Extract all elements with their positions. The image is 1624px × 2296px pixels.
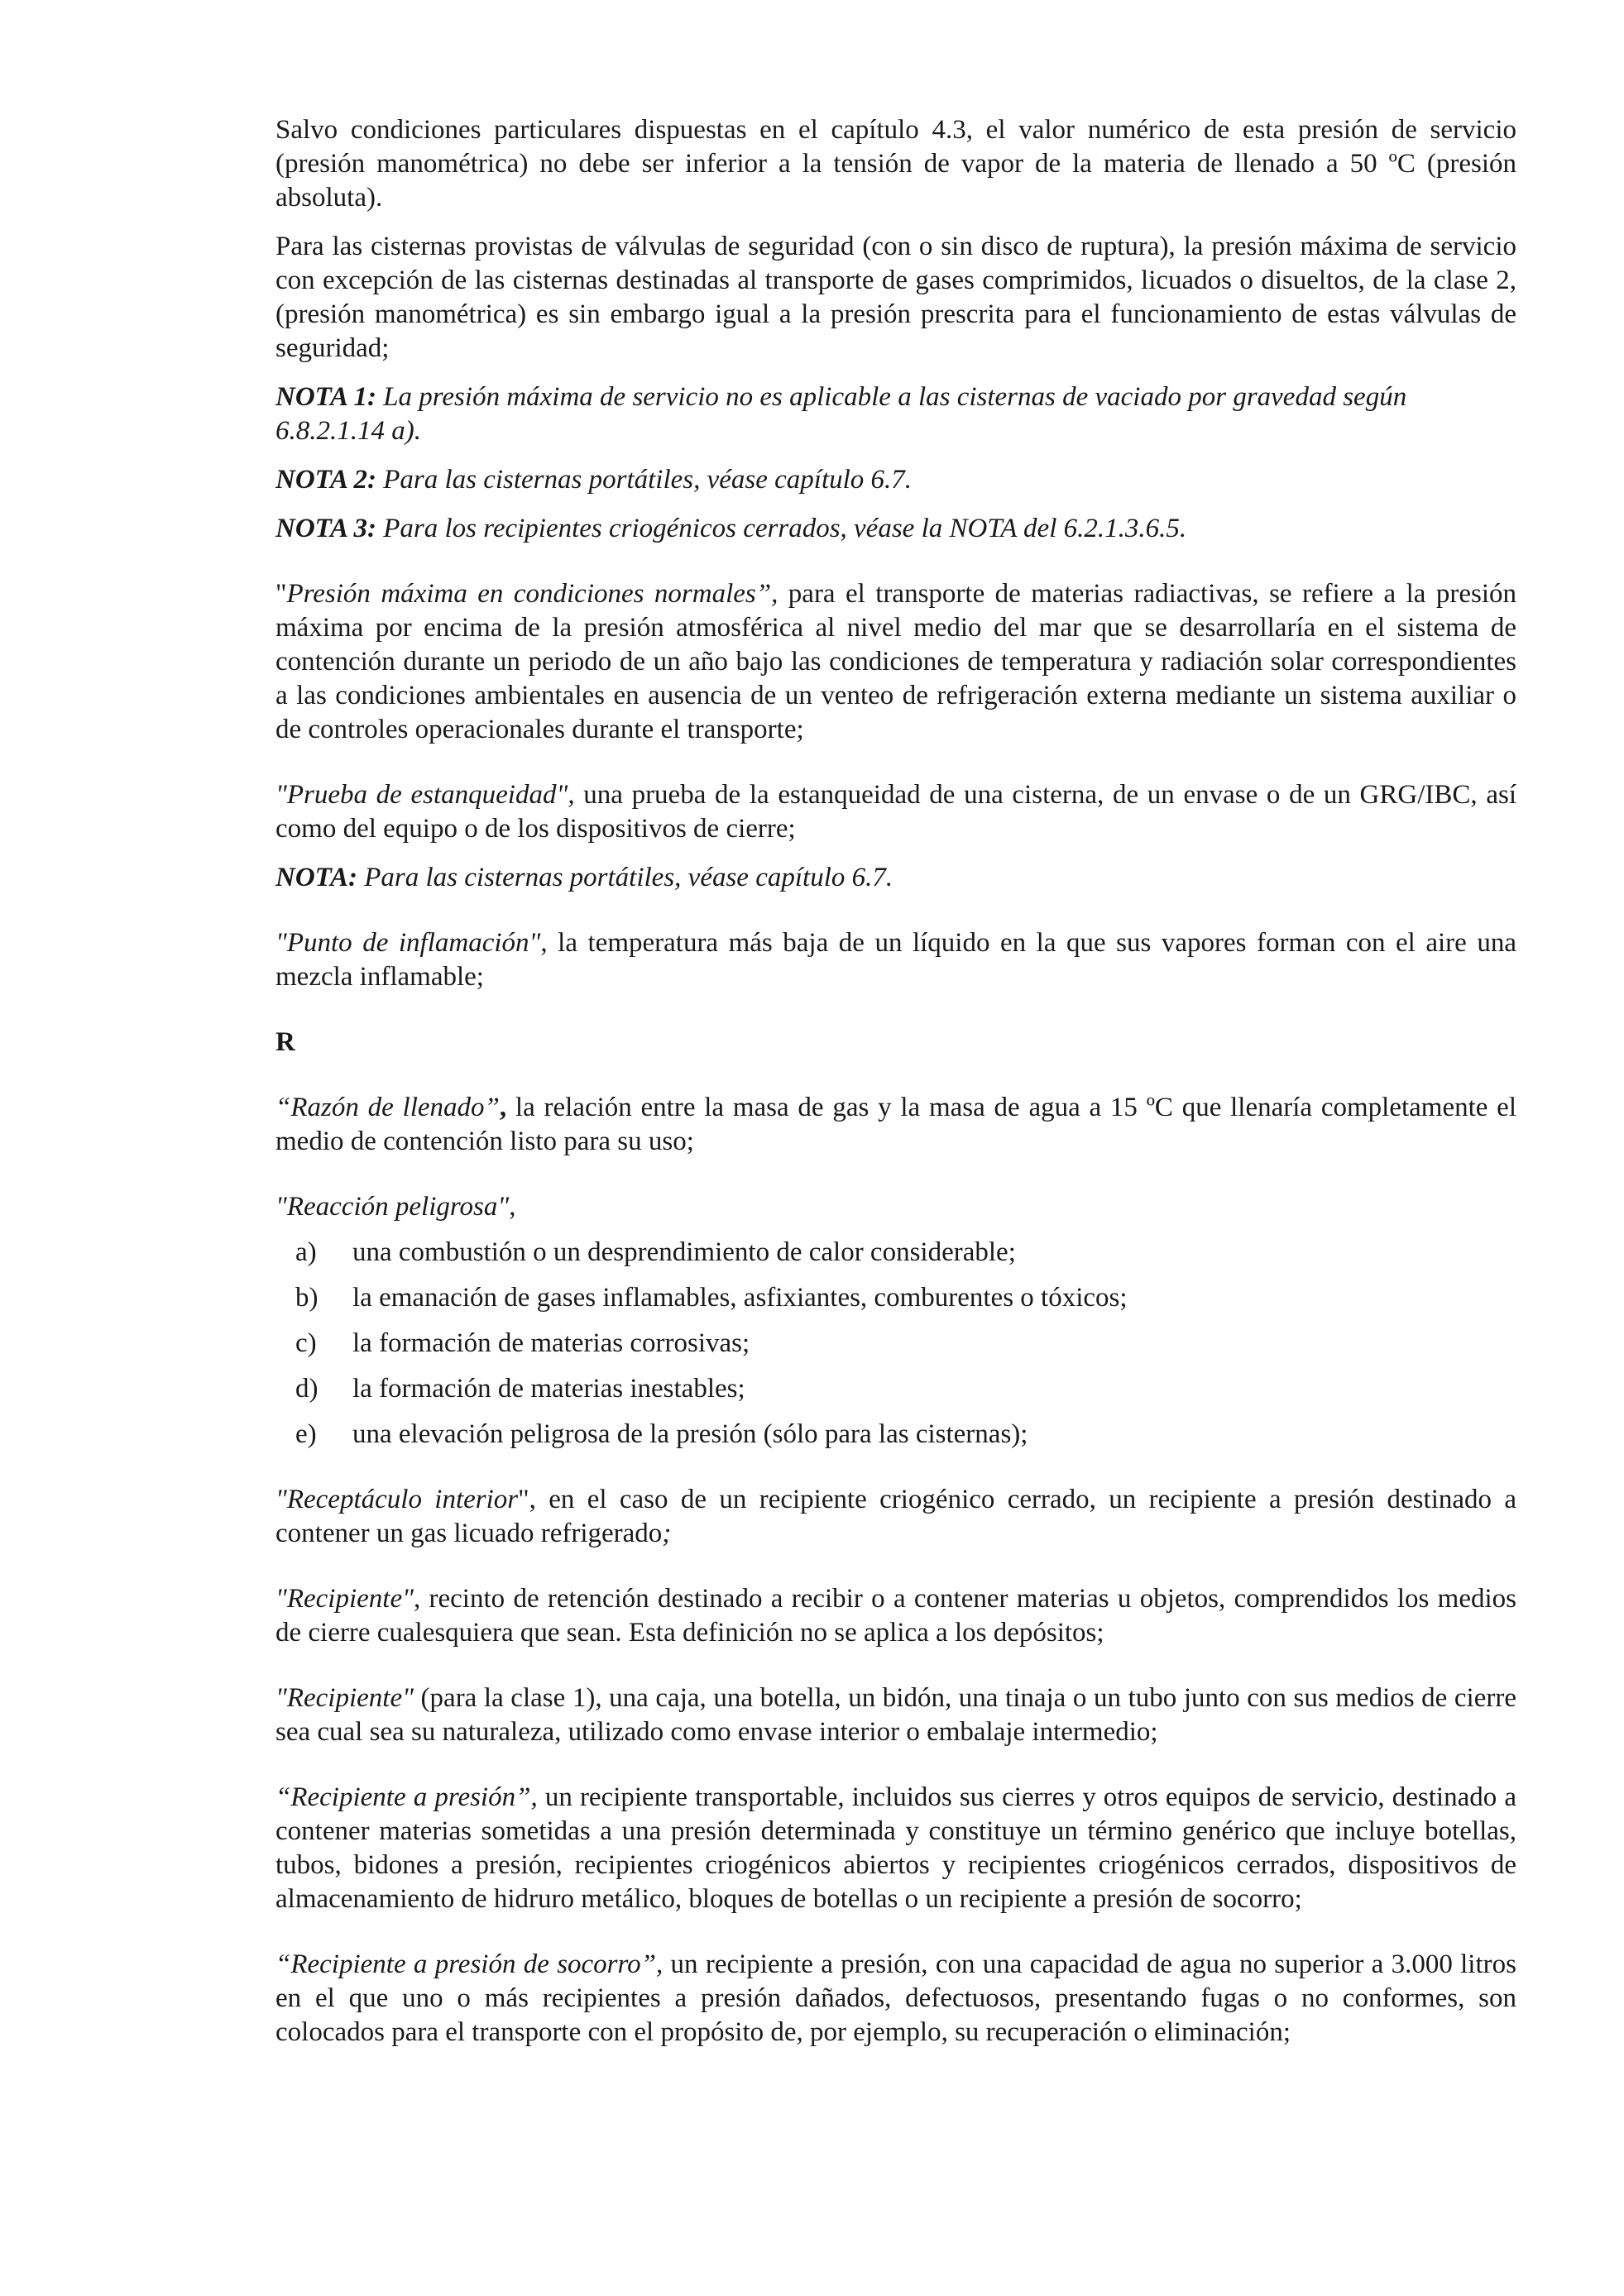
definition-text: un recipiente a presión, con una capacidad de agua no superior a 3.000 litros en el que uno o más recipientes a presión dañados, defectuosos, presentando fugas o no conformes, son colocados para el transporte con el propósito de, por ejemplo, su recuperación o eliminación; — [275, 1949, 1516, 2047]
note-label: NOTA 2: — [275, 465, 376, 495]
note-label: NOTA: — [275, 863, 357, 892]
reaction-list — [275, 1236, 1516, 1452]
definition-term: Presión máxima en condiciones normales”, — [286, 579, 778, 609]
note-text: La presión máxima de servicio no es aplicable a las cisternas de vaciado por gravedad según 6.8.2.1.14 a). — [275, 382, 1407, 446]
definition-text: un recipiente transportable, incluidos sus cierres y otros equipos de servicio, destinado a contener materias sometidas a una presión determinada y constituye un término genérico que incluye botellas, tubos, bidones a presión, recipientes criogénicos abiertos y recipientes criogénicos cerrados, dispositivos de almacenamiento de hidruro metálico, bloques de botellas o un recipiente a presión de socorro; — [275, 1782, 1517, 1914]
list-item-text: la formación de materias inestables; — [352, 1374, 745, 1404]
note-text: Para las cisternas portátiles, véase capítulo 6.7. — [376, 465, 913, 495]
definition-text: (para la clase 1), una caja, una botella, un bidón, una tinaja o un tubo junto con sus medios de cierre sea cual sea su naturaleza, utilizado como envase interior o embalaje intermedio; — [275, 1683, 1516, 1747]
definition-term: “Recipiente a presión de socorro”, — [275, 1949, 663, 1979]
list-item-text: la emanación de gases inflamables, asfixiantes, comburentes o tóxicos; — [352, 1283, 1128, 1313]
definition-recipiente — [275, 1582, 1516, 1650]
list-item — [275, 1281, 1516, 1315]
definition-term: “Recipiente a presión”, — [275, 1782, 538, 1812]
definition-text: , recinto de retención destinado a recibir o a contener materias u objetos, comprendidos los medios de cierre cualesquiera que sean. Esta definición no se aplica a los depósitos; — [275, 1584, 1516, 1648]
note-label: NOTA 1: — [275, 382, 376, 412]
list-marker: d) — [295, 1374, 319, 1404]
definition-tail: ; — [662, 1519, 672, 1548]
definition-term: "Receptáculo interior — [275, 1485, 519, 1514]
list-item — [275, 1236, 1516, 1270]
list-marker: a) — [295, 1237, 317, 1267]
list-item-text: la formación de materias corrosivas; — [352, 1328, 750, 1358]
definition-recipiente-presion-socorro — [275, 1948, 1516, 2050]
note-text: Para los recipientes criogénicos cerrados, véase la NOTA del 6.2.1.3.6.5. — [376, 514, 1187, 543]
list-item — [275, 1327, 1516, 1361]
definition-text: , — [509, 1192, 516, 1222]
note-prueba — [275, 861, 1516, 895]
list-marker: c) — [295, 1328, 317, 1358]
open-quote: " — [275, 579, 287, 609]
definition-recipiente-clase-1 — [275, 1681, 1516, 1749]
definition-term: "Recipiente" — [275, 1683, 414, 1713]
definition-receptaculo-interior — [275, 1483, 1516, 1551]
list-item-text: una elevación peligrosa de la presión (sólo para las cisternas); — [352, 1419, 1028, 1449]
definition-term: “Razón de llenado” — [275, 1093, 500, 1122]
note-text: Para las cisternas portátiles, véase capítulo 6.7. — [357, 863, 893, 892]
safety-valve-paragraph: Para las cisternas provistas de válvulas de seguridad (con o sin disco de ruptura), la presión máxima de servicio con excepción de las cisternas destinadas al transporte de gases comprimidos, licuados o disueltos, de la clase 2, (presión manométrica) es sin embargo igual a la presión prescrita para el funcionamiento de estas válvulas de seguridad; — [275, 232, 1516, 363]
definition-text: ", en el caso de un recipiente criogénico cerrado, un recipiente a presión destinado a contener un gas licuado refrigerado — [275, 1485, 1517, 1548]
definition-text: la relación entre la masa de gas y la masa de agua a 15 ºC que llenaría completamente el medio de contención listo para su uso; — [275, 1093, 1517, 1156]
definition-term: "Punto de inflamación" — [275, 928, 541, 958]
definition-term: "Prueba de estanqueidad", — [275, 780, 575, 810]
list-item — [275, 1372, 1516, 1406]
definition-razon-llenado — [275, 1091, 1516, 1159]
note-3 — [275, 512, 1516, 546]
definition-term: "Recipiente" — [275, 1584, 414, 1614]
list-item-text: una combustión o un desprendimiento de calor considerable; — [352, 1237, 1016, 1267]
list-marker: b) — [295, 1283, 319, 1313]
definition-comma: , — [499, 1093, 507, 1122]
note-label: NOTA 3: — [275, 514, 376, 543]
note-1 — [275, 380, 1516, 448]
note-2 — [275, 463, 1516, 497]
intro-paragraph: Salvo condiciones particulares dispuestas en el capítulo 4.3, el valor numérico de esta presión de servicio (presión manométrica) no debe ser inferior a la tensión de vapor de la materia de llenado a 50 ºC (presión absoluta). — [275, 115, 1516, 213]
section-letter-heading: R — [275, 1027, 295, 1057]
definition-text: , la temperatura más baja de un líquido en la que sus vapores forman con el aire una mezcla inflamable; — [275, 928, 1516, 992]
definition-punto-inflamacion — [275, 926, 1516, 994]
definition-prueba-estanqueidad — [275, 778, 1516, 846]
definition-text: para el transporte de materias radiactivas, se refiere a la presión máxima por encima de la presión atmosférica al nivel medio del mar que se desarrollaría en el sistema de contención durante un periodo de un año bajo las condiciones de temperatura y radiación solar correspondientes a las condiciones ambientales en ausencia de un venteo de refrigeración externa mediante un sistema auxiliar o de controles operacionales durante el transporte; — [275, 579, 1516, 744]
definition-term: "Reacción peligrosa" — [275, 1192, 510, 1222]
list-marker: e) — [295, 1419, 317, 1449]
definition-presion-maxima — [275, 577, 1516, 747]
definition-text: una prueba de la estanqueidad de una cisterna, de un envase o de un GRG/IBC, así como del equipo o de los dispositivos de cierre; — [275, 780, 1516, 844]
page-content — [275, 113, 1516, 2081]
definition-reaccion-peligrosa — [275, 1190, 1516, 1224]
definition-recipiente-a-presion — [275, 1781, 1516, 1916]
list-item — [275, 1418, 1516, 1452]
